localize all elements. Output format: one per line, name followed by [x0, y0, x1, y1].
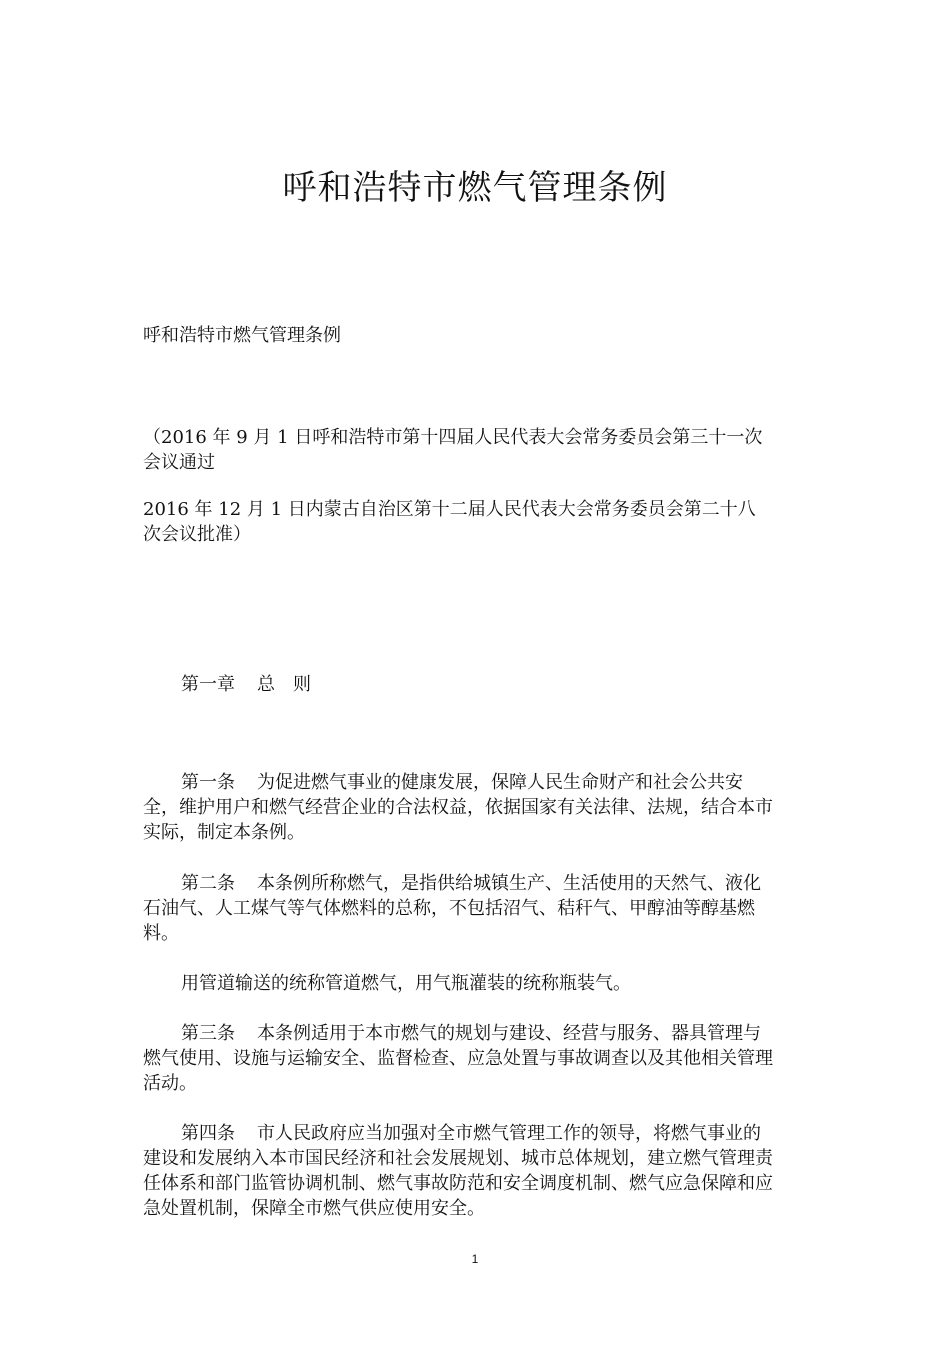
article-3: [143, 1021, 773, 1096]
article-label: 第二条: [181, 873, 235, 894]
article-label: 第一条: [181, 772, 235, 793]
article-text: 用管道输送的统称管道燃气，用气瓶灌装的统称瓶装气。: [181, 973, 631, 994]
article-text: 市人民政府应当加强对全市燃气管理工作的领导，将燃气事业的建设和发展纳入本市国民经济和社会发展规划、城市总体规划，建立燃气管理责任体系和部门监管协调机制、燃气事故防范和安全调度机制、燃气应急保障和应急处置机制，保障全市燃气供应使用安全。: [143, 1123, 773, 1219]
chapter-name: 总 则: [257, 674, 311, 695]
article-4: [143, 1121, 773, 1221]
article-text: 本条例所称燃气，是指供给城镇生产、生活使用的天然气、液化石油气、人工煤气等气体燃料的总称，不包括沼气、秸秆气、甲醇油等醇基燃料。: [143, 873, 761, 944]
document-title: 呼和浩特市燃气管理条例: [282, 168, 668, 208]
article-2: [143, 871, 773, 946]
article-2-paragraph: [143, 971, 773, 996]
page-number: 1: [471, 1252, 479, 1266]
passage-note-1: （2016 年 9 月 1 日呼和浩特市第十四届人民代表大会常务委员会第三十一次会议通过: [143, 427, 763, 473]
passage-note-2: 2016 年 12 月 1 日内蒙古自治区第十二届人民代表大会常务委员会第二十八次会议批准）: [143, 499, 756, 545]
chapter-heading: [143, 672, 773, 697]
article-label: 第三条: [181, 1023, 235, 1044]
article-text: 本条例适用于本市燃气的规划与建设、经营与服务、器具管理与燃气使用、设施与运输安全、监督检查、应急处置与事故调查以及其他相关管理活动。: [143, 1023, 773, 1094]
article-text: 为促进燃气事业的健康发展，保障人民生命财产和社会公共安全，维护用户和燃气经营企业的合法权益，依据国家有关法律、法规，结合本市实际，制定本条例。: [143, 772, 773, 843]
article-1: [143, 770, 773, 845]
document-subtitle: 呼和浩特市燃气管理条例: [143, 325, 341, 346]
article-label: 第四条: [181, 1123, 235, 1144]
chapter-label: 第一章: [181, 674, 235, 695]
